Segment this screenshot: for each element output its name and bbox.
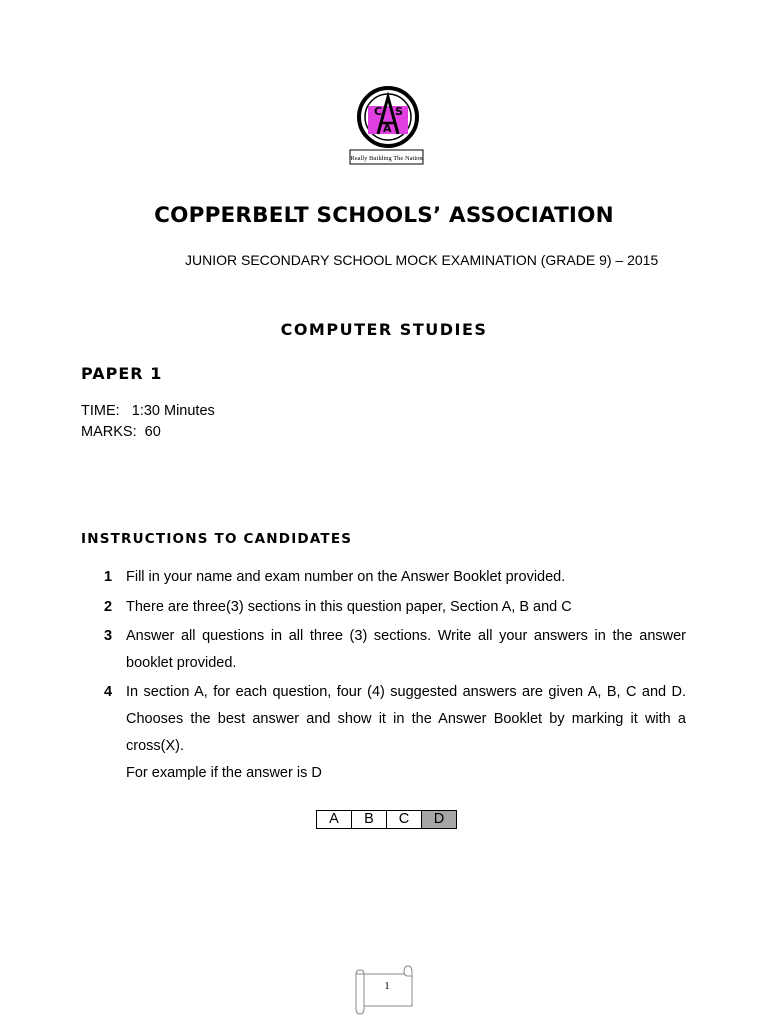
subject-title: COMPUTER STUDIES (280, 320, 488, 339)
logo-letter-s: S (395, 105, 403, 118)
exam-subtitle: JUNIOR SECONDARY SCHOOL MOCK EXAMINATION (GRADE 9) – 2015 (185, 252, 659, 268)
instruction-item (104, 679, 686, 787)
logo-letter-a: A (383, 122, 392, 135)
instruction-number: 4 (104, 684, 113, 700)
instruction-number: 1 (104, 569, 113, 585)
instruction-text: Answer all questions in all three (3) sections. Write all your answers in the answer booklet provided. (126, 628, 686, 671)
instruction-item (104, 623, 686, 677)
instructions-heading: INSTRUCTIONS TO CANDIDATES (81, 531, 353, 547)
instruction-text: In section A, for each question, four (4) suggested answers are given A, B, C and D. Chooses the best answer and show it in the Answer Booklet by marking it with a cross(X). (126, 684, 686, 754)
time-info: TIME: 1:30 Minutes (81, 403, 215, 419)
answer-option-d: D (422, 811, 457, 829)
answer-example-table (316, 810, 457, 829)
answer-option-c: C (387, 811, 422, 829)
answer-option-a: A (317, 811, 352, 829)
instruction-number: 3 (104, 628, 113, 644)
logo-motto: Really Building The Nation (350, 155, 423, 162)
instruction-item (104, 564, 686, 591)
instruction-example: For example if the answer is D (126, 765, 322, 781)
marks-info: MARKS: 60 (81, 424, 161, 440)
answer-option-b: B (352, 811, 387, 829)
association-logo (348, 85, 424, 167)
instruction-text: There are three(3) sections in this question paper, Section A, B and C (126, 599, 572, 615)
logo-letter-c: C (374, 105, 383, 118)
paper-label: PAPER 1 (81, 364, 163, 383)
instruction-item (104, 594, 686, 621)
instruction-text: Fill in your name and exam number on the Answer Booklet provided. (126, 569, 566, 585)
page-number: 1 (384, 980, 390, 992)
organization-title: COPPERBELT SCHOOLS’ ASSOCIATION (154, 203, 614, 228)
instruction-number: 2 (104, 599, 113, 615)
